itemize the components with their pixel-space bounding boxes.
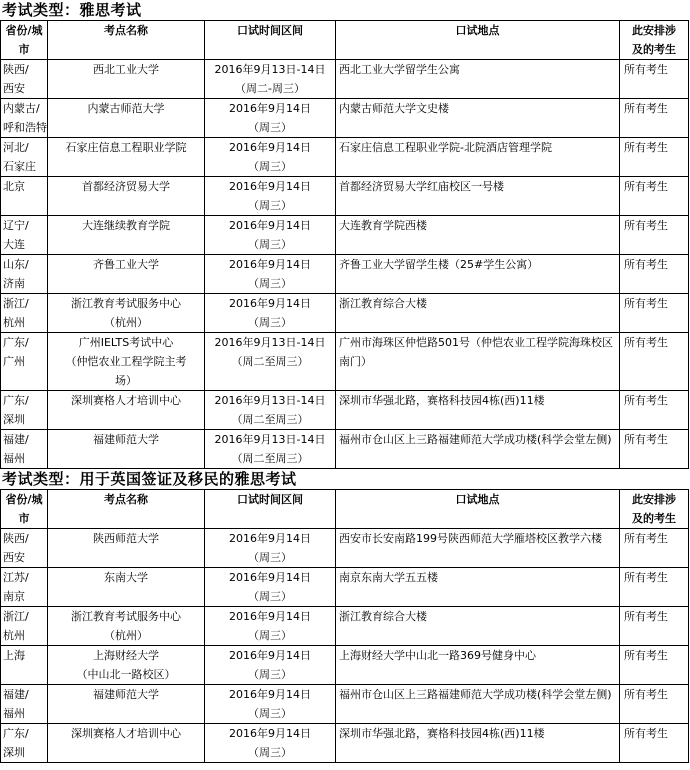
venue-line: 东南大学 [104, 571, 148, 584]
cell-province-city [1, 177, 48, 216]
header-speaking-location: 口试地点 [336, 21, 620, 60]
venue-line: 浙江教育考试服务中心 [71, 297, 181, 310]
cell-speaking-time [205, 607, 336, 646]
header-row [1, 21, 689, 60]
venue-line: 深圳赛格人才培训中心 [71, 394, 181, 407]
time-line: （周三） [248, 238, 292, 251]
city-line: 陕西/ [3, 532, 29, 545]
city-line: 浙江/ [3, 297, 29, 310]
cell-students: 所有考生 [620, 99, 689, 138]
city-line: 杭州 [3, 316, 25, 329]
time-line: （周三） [248, 199, 292, 212]
city-line: 江苏/ [3, 571, 29, 584]
time-line: 2016年9月14日 [229, 688, 311, 701]
time-line: 2016年9月14日 [229, 571, 311, 584]
cell-speaking-time [205, 646, 336, 685]
cell-speaking-time [205, 568, 336, 607]
cell-speaking-time [205, 724, 336, 763]
cell-students: 所有考生 [620, 646, 689, 685]
city-line: 上海 [3, 649, 25, 662]
cell-students: 所有考生 [620, 216, 689, 255]
cell-venue-name [48, 138, 205, 177]
venue-line: 场） [115, 374, 137, 387]
cell-speaking-time [205, 529, 336, 568]
cell-students: 所有考生 [620, 60, 689, 99]
time-line: （周三） [248, 121, 292, 134]
city-line: 福州 [3, 452, 25, 465]
time-line: 2016年9月13日-14日 [214, 394, 326, 407]
cell-province-city [1, 685, 48, 724]
cell-province-city [1, 430, 48, 469]
cell-speaking-time [205, 685, 336, 724]
header-speaking-location: 口试地点 [336, 490, 620, 529]
city-line: 福州 [3, 707, 25, 720]
cell-speaking-location: 石家庄信息工程职业学院-北院酒店管理学院 [336, 138, 620, 177]
time-line: 2016年9月13日-14日 [214, 63, 326, 76]
venue-line: （杭州） [104, 629, 148, 642]
table-row [1, 607, 689, 646]
cell-speaking-location: 西安市长安南路199号陕西师范大学雁塔校区教学六楼 [336, 529, 620, 568]
cell-province-city [1, 607, 48, 646]
cell-speaking-location: 浙江教育综合大楼 [336, 294, 620, 333]
cell-speaking-time [205, 391, 336, 430]
cell-venue-name [48, 60, 205, 99]
city-line: 陕西/ [3, 63, 29, 76]
time-line: （周二至周三） [231, 355, 309, 368]
table-row [1, 138, 689, 177]
city-line: 南京 [3, 590, 25, 603]
cell-province-city [1, 724, 48, 763]
time-line: 2016年9月13日-14日 [214, 433, 326, 446]
table-row [1, 568, 689, 607]
city-line: 深圳 [3, 413, 25, 426]
venue-line: 浙江教育考试服务中心 [71, 610, 181, 623]
cell-speaking-time [205, 177, 336, 216]
venue-line: 西北工业大学 [93, 63, 159, 76]
time-line: （周二至周三） [231, 413, 309, 426]
cell-speaking-location: 大连教育学院西楼 [336, 216, 620, 255]
cell-speaking-location: 首都经济贸易大学红庙校区一号楼 [336, 177, 620, 216]
header-venue-name: 考点名称 [48, 490, 205, 529]
city-line: 西安 [3, 551, 25, 564]
table-row [1, 216, 689, 255]
time-line: 2016年9月14日 [229, 219, 311, 232]
venue-line: 齐鲁工业大学 [93, 258, 159, 271]
city-line: 广州 [3, 355, 25, 368]
city-line: 西安 [3, 82, 25, 95]
table-row [1, 391, 689, 430]
cell-province-city [1, 646, 48, 685]
cell-venue-name [48, 294, 205, 333]
cell-province-city [1, 99, 48, 138]
cell-speaking-location: 深圳市华强北路，赛格科技园4栋(西)11楼 [336, 724, 620, 763]
header-province-city: 省份/城市 [1, 21, 48, 60]
cell-venue-name [48, 529, 205, 568]
venue-line: 首都经济贸易大学 [82, 180, 170, 193]
city-line: 福建/ [3, 433, 29, 446]
cell-venue-name [48, 391, 205, 430]
cell-province-city [1, 529, 48, 568]
cell-province-city [1, 255, 48, 294]
cell-students: 所有考生 [620, 391, 689, 430]
cell-speaking-time [205, 60, 336, 99]
time-line: 2016年9月14日 [229, 532, 311, 545]
cell-speaking-time [205, 138, 336, 177]
table-row [1, 430, 689, 469]
venue-line: 大连继续教育学院 [82, 219, 170, 232]
cell-speaking-location: 广州市海珠区仲恺路501号（仲恺农业工程学院海珠校区南门） [336, 333, 620, 391]
cell-speaking-location: 齐鲁工业大学留学生楼（25#学生公寓） [336, 255, 620, 294]
cell-venue-name [48, 255, 205, 294]
city-line: 河北/ [3, 141, 29, 154]
header-students: 此安排涉及的考生 [620, 21, 689, 60]
venue-line: （中山北一路校区） [76, 668, 176, 681]
table-row [1, 529, 689, 568]
city-line: 大连 [3, 238, 25, 251]
city-line: 广东/ [3, 394, 29, 407]
header-students: 此安排涉及的考生 [620, 490, 689, 529]
cell-speaking-time [205, 333, 336, 391]
time-line: （周三） [248, 668, 292, 681]
cell-speaking-location: 福州市仓山区上三路福建师范大学成功楼(科学会堂左侧) [336, 685, 620, 724]
time-line: （周三） [248, 590, 292, 603]
cell-province-city [1, 568, 48, 607]
cell-speaking-location: 深圳市华强北路，赛格科技园4栋(西)11楼 [336, 391, 620, 430]
venue-line: 福建师范大学 [93, 433, 159, 446]
cell-speaking-time [205, 430, 336, 469]
cell-speaking-location: 西北工业大学留学生公寓 [336, 60, 620, 99]
time-line: 2016年9月14日 [229, 610, 311, 623]
table-row [1, 60, 689, 99]
venue-line: 深圳赛格人才培训中心 [71, 727, 181, 740]
cell-venue-name [48, 568, 205, 607]
section-title-ielts: 考试类型：雅思考试 [2, 1, 142, 19]
city-line: 辽宁/ [3, 219, 29, 232]
ukvi-schedule-table [0, 489, 689, 763]
table-row [1, 99, 689, 138]
cell-speaking-location: 浙江教育综合大楼 [336, 607, 620, 646]
cell-students: 所有考生 [620, 138, 689, 177]
cell-speaking-time [205, 255, 336, 294]
cell-venue-name [48, 685, 205, 724]
header-speaking-time: 口试时间区间 [205, 490, 336, 529]
time-line: （周三） [248, 316, 292, 329]
time-line: 2016年9月14日 [229, 727, 311, 740]
cell-students: 所有考生 [620, 568, 689, 607]
cell-venue-name [48, 216, 205, 255]
time-line: 2016年9月14日 [229, 180, 311, 193]
cell-students: 所有考生 [620, 607, 689, 646]
cell-venue-name [48, 607, 205, 646]
cell-venue-name [48, 333, 205, 391]
cell-speaking-location: 内蒙古师范大学文史楼 [336, 99, 620, 138]
venue-line: 广州IELTS考试中心 [78, 336, 174, 349]
cell-venue-name [48, 99, 205, 138]
ielts-schedule-table [0, 20, 689, 469]
header-speaking-time: 口试时间区间 [205, 21, 336, 60]
cell-students: 所有考生 [620, 333, 689, 391]
time-line: （周三） [248, 629, 292, 642]
time-line: （周三） [248, 746, 292, 759]
city-line: 杭州 [3, 629, 25, 642]
cell-speaking-time [205, 99, 336, 138]
cell-venue-name [48, 724, 205, 763]
venue-line: 内蒙古师范大学 [87, 102, 165, 115]
cell-students: 所有考生 [620, 685, 689, 724]
table-row [1, 646, 689, 685]
venue-line: 石家庄信息工程职业学院 [65, 141, 187, 154]
table-row [1, 177, 689, 216]
cell-venue-name [48, 646, 205, 685]
city-line: 广东/ [3, 727, 29, 740]
city-line: 深圳 [3, 746, 25, 759]
cell-venue-name [48, 430, 205, 469]
cell-province-city [1, 138, 48, 177]
cell-students: 所有考生 [620, 724, 689, 763]
venue-line: 福建师范大学 [93, 688, 159, 701]
cell-province-city [1, 391, 48, 430]
table-row [1, 255, 689, 294]
time-line: 2016年9月14日 [229, 258, 311, 271]
cell-students: 所有考生 [620, 177, 689, 216]
time-line: （周二-周三） [235, 82, 305, 95]
cell-province-city [1, 294, 48, 333]
venue-line: 上海财经大学 [93, 649, 159, 662]
cell-students: 所有考生 [620, 430, 689, 469]
cell-speaking-location: 南京东南大学五五楼 [336, 568, 620, 607]
header-venue-name: 考点名称 [48, 21, 205, 60]
city-line: 石家庄 [3, 160, 36, 173]
cell-students: 所有考生 [620, 255, 689, 294]
cell-students: 所有考生 [620, 294, 689, 333]
header-row [1, 490, 689, 529]
cell-venue-name [48, 177, 205, 216]
cell-speaking-time [205, 216, 336, 255]
time-line: 2016年9月14日 [229, 297, 311, 310]
time-line: （周二至周三） [231, 452, 309, 465]
table-row [1, 685, 689, 724]
time-line: 2016年9月14日 [229, 102, 311, 115]
time-line: 2016年9月14日 [229, 649, 311, 662]
table-row [1, 724, 689, 763]
cell-province-city [1, 60, 48, 99]
city-line: 呼和浩特 [3, 121, 47, 134]
cell-speaking-time [205, 294, 336, 333]
time-line: 2016年9月13日-14日 [214, 336, 326, 349]
venue-line: （杭州） [104, 316, 148, 329]
cell-province-city [1, 216, 48, 255]
city-line: 浙江/ [3, 610, 29, 623]
time-line: （周三） [248, 551, 292, 564]
venue-line: （仲恺农业工程学院主考 [65, 355, 187, 368]
header-province-city: 省份/城市 [1, 490, 48, 529]
city-line: 内蒙古/ [3, 102, 40, 115]
table-row [1, 333, 689, 391]
cell-students: 所有考生 [620, 529, 689, 568]
city-line: 广东/ [3, 336, 29, 349]
table-row [1, 294, 689, 333]
city-line: 山东/ [3, 258, 29, 271]
section-title-ukvi: 考试类型：用于英国签证及移民的雅思考试 [2, 470, 297, 488]
cell-province-city [1, 333, 48, 391]
time-line: （周三） [248, 277, 292, 290]
cell-speaking-location: 上海财经大学中山北一路369号健身中心 [336, 646, 620, 685]
time-line: （周三） [248, 160, 292, 173]
city-line: 北京 [3, 180, 25, 193]
cell-speaking-location: 福州市仓山区上三路福建师范大学成功楼(科学会堂左侧) [336, 430, 620, 469]
time-line: （周三） [248, 707, 292, 720]
time-line: 2016年9月14日 [229, 141, 311, 154]
venue-line: 陕西师范大学 [93, 532, 159, 545]
city-line: 福建/ [3, 688, 29, 701]
city-line: 济南 [3, 277, 25, 290]
